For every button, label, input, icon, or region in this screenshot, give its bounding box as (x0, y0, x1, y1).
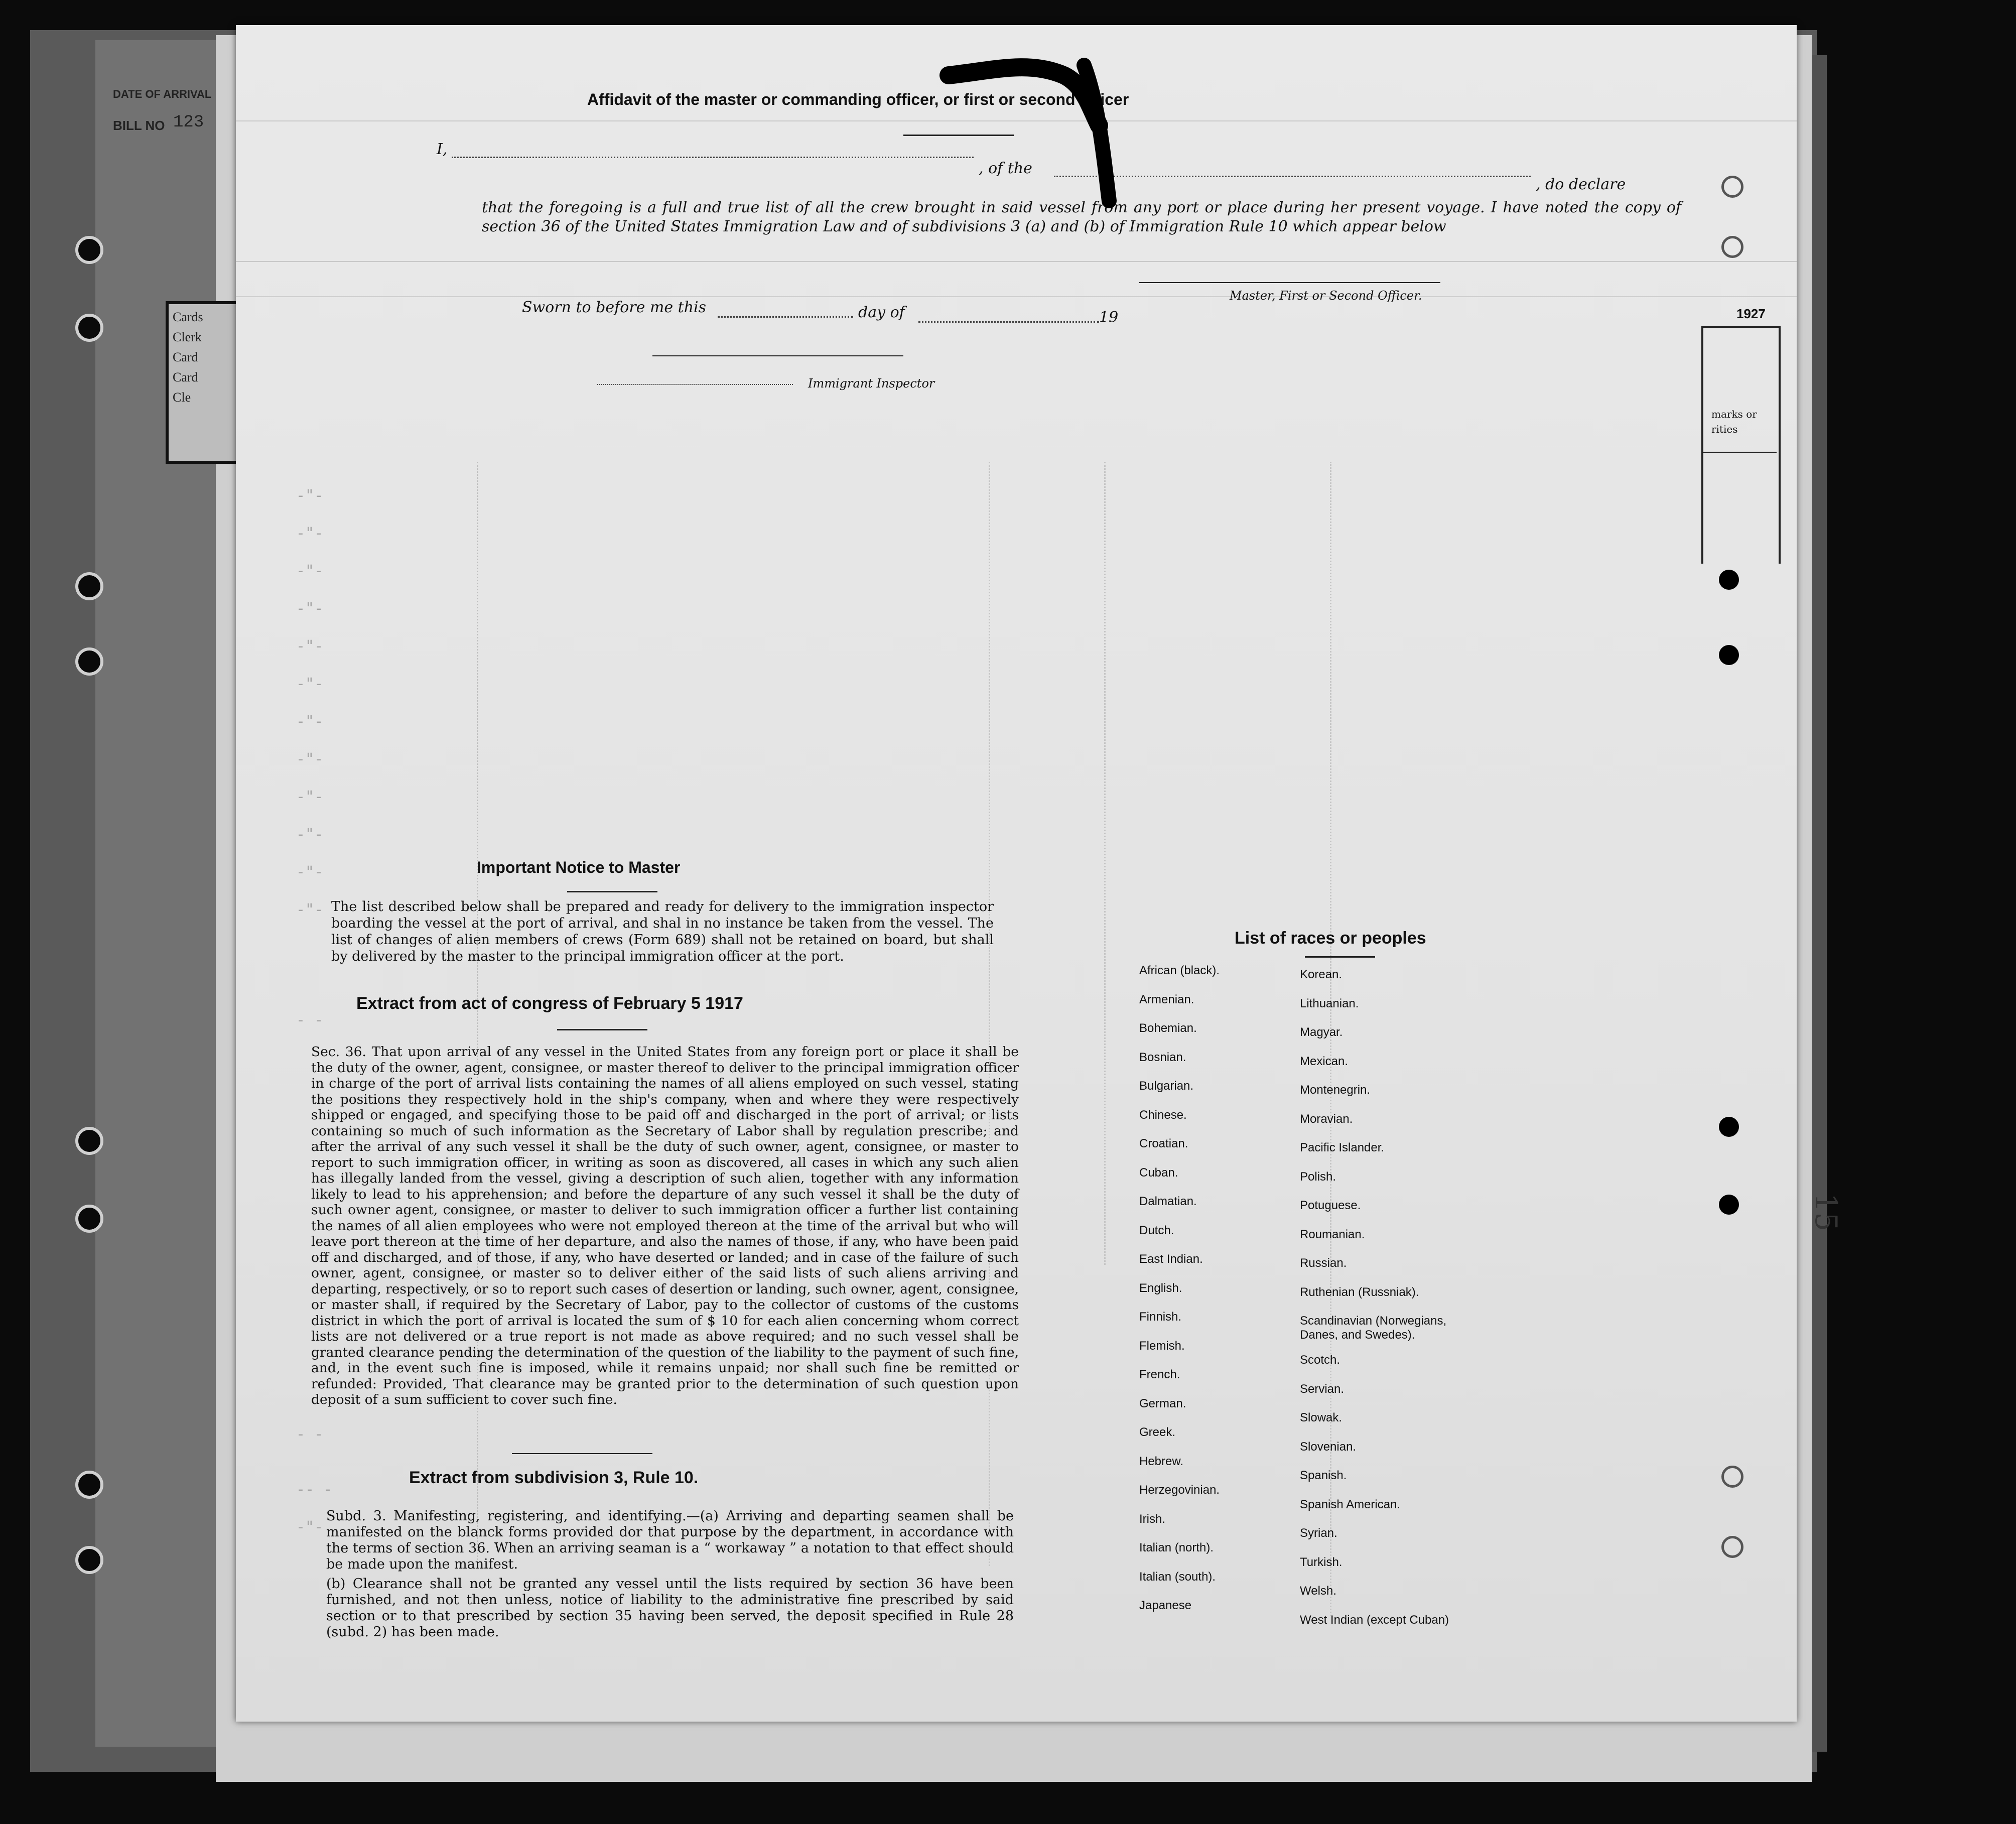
race-item: Slovenian. (1300, 1440, 1357, 1454)
race-item: Scandinavian (Norwegians, Danes, and Swedes). (1300, 1314, 1447, 1342)
inspector-signature-line (652, 355, 903, 356)
race-item: Italian (north). (1139, 1541, 1214, 1554)
master-label: Master, First or Second Officer. (1230, 289, 1422, 303)
punch-hole-icon (75, 572, 103, 600)
extract-end-rule (512, 1453, 652, 1454)
punch-hole-icon (1721, 1466, 1743, 1488)
bill-no-value: 123 (173, 113, 204, 132)
punch-hole-icon (1721, 1536, 1743, 1558)
margin-mark: 15 (1808, 1193, 1844, 1232)
race-item: English. (1139, 1281, 1182, 1295)
race-item: Spanish American. (1300, 1497, 1401, 1511)
affidavit-i: I, (437, 141, 448, 158)
ruled-line (236, 261, 1797, 262)
stamp-line: Card (173, 350, 198, 364)
race-item: Pacific Islander. (1300, 1141, 1385, 1154)
ghost-row: -- - (296, 1481, 333, 1498)
race-item: Dalmatian. (1139, 1195, 1197, 1208)
ghost-row: -"- (296, 487, 324, 504)
punch-hole-icon (1721, 236, 1743, 258)
race-item: Bohemian. (1139, 1021, 1197, 1035)
ghost-row: - - (296, 1425, 324, 1443)
ruled-line (236, 296, 1797, 297)
race-item: Japanese (1139, 1599, 1192, 1612)
affidavit-body: that the foregoing is a full and true list of all the crew brought in said vessel from any port or place during her present voyage. I have noted the copy of section 36 of the United States Immigration Law and of subdivisions 3 (a) and (b) of Immigration Rule 10 which appear below (482, 199, 1681, 235)
race-item: Dutch. (1139, 1223, 1174, 1237)
races-right-column (1300, 968, 1561, 1642)
ghost-row: -"- (296, 525, 324, 542)
race-item: East Indian. (1139, 1252, 1203, 1266)
punch-hole-icon (75, 1471, 103, 1499)
ghost-row: -"- (296, 1518, 324, 1536)
ghost-row: -"- (296, 562, 324, 580)
ghost-row: -"- (296, 788, 324, 806)
day-of-label: day of (858, 304, 905, 321)
affidavit-title: Affidavit of the master or commanding officer, or first or second officer (587, 90, 1129, 108)
race-item: Polish. (1300, 1169, 1336, 1184)
race-item: African (black). (1139, 964, 1220, 977)
race-item: Chinese. (1139, 1108, 1187, 1122)
race-item: Mexican. (1300, 1054, 1349, 1068)
affidavit-do-declare: , do declare (1536, 176, 1626, 193)
race-item: Bosnian. (1139, 1050, 1186, 1064)
ghost-row: -"- (296, 901, 324, 919)
inspector-label: Immigrant Inspector (808, 376, 935, 390)
ghost-row: - - (296, 1011, 324, 1029)
punch-hole-icon (75, 236, 103, 264)
race-item: Welsh. (1300, 1584, 1336, 1598)
column-rule (1104, 462, 1106, 1265)
race-item: Montenegrin. (1300, 1083, 1371, 1097)
year-label: 1927 (1736, 306, 1766, 321)
ghost-row: -"- (296, 675, 324, 693)
race-item: German. (1139, 1396, 1186, 1410)
stamp-line: Cards (173, 310, 203, 324)
race-item: Slowak. (1300, 1411, 1342, 1424)
punch-hole-icon (1719, 570, 1739, 590)
race-item: Syrian. (1300, 1526, 1337, 1540)
ghost-row: -"- (296, 600, 324, 617)
stamp-line: Card (173, 370, 198, 384)
race-item: Servian. (1300, 1382, 1345, 1396)
inspector-dots (597, 384, 793, 385)
remarks-label: marks or rities (1711, 408, 1757, 435)
race-item: Roumanian. (1300, 1227, 1365, 1241)
manifest-page (236, 25, 1844, 1722)
race-item: Spanish. (1300, 1469, 1347, 1482)
master-signature-line (1139, 282, 1440, 283)
race-item: Italian (south). (1139, 1570, 1216, 1584)
ghost-row: -"- (296, 750, 324, 768)
race-item: Turkish. (1300, 1555, 1342, 1569)
punch-hole-icon (75, 647, 103, 676)
punch-hole-icon (75, 314, 103, 342)
name-blank (452, 157, 974, 158)
race-item: Ruthenian (Russniak). (1300, 1285, 1419, 1299)
race-item: Cuban. (1139, 1165, 1178, 1180)
punch-hole-icon (1719, 1195, 1739, 1215)
stamp-line: Clerk (173, 330, 202, 344)
sworn-day-blank (718, 316, 853, 318)
sworn-label: Sworn to before me this (522, 299, 707, 316)
race-item: Armenian. (1139, 992, 1194, 1006)
races-rule (1305, 956, 1375, 958)
race-item: Finnish. (1139, 1310, 1182, 1324)
stamp-line: Cle (173, 390, 191, 405)
remarks-rule (1701, 452, 1777, 453)
remarks-box (1701, 326, 1781, 564)
punch-hole-icon (75, 1127, 103, 1155)
date-of-arrival-label: DATE OF ARRIVAL (113, 88, 212, 100)
race-item: Croatian. (1139, 1137, 1188, 1150)
month-blank (918, 321, 1099, 323)
ghost-row: -"- (296, 637, 324, 655)
ghost-row: -"- (296, 826, 324, 843)
race-item: Hebrew. (1139, 1454, 1184, 1468)
race-item: West Indian (except Cuban) (1300, 1613, 1449, 1627)
notice-title: Important Notice to Master (477, 858, 681, 876)
extract-act-title: Extract from act of congress of February 5 1917 (356, 994, 743, 1013)
race-item: Scotch. (1300, 1353, 1340, 1367)
punch-hole-icon (1719, 645, 1739, 665)
race-item: Bulgarian. (1139, 1079, 1194, 1093)
extract-rule-body-b: (b) Clearance shall not be granted any vessel until the lists required by section 36 have been furnished, and not then unless, notice of liability to the administrative fine prescribed by said section or to that prescribed by section 35 having been served, the deposit specified in Rule 28 (subd. 2) has been made. (326, 1576, 1014, 1640)
ghost-row: -"- (296, 863, 324, 881)
race-item: Herzegovinian. (1139, 1483, 1220, 1497)
race-item: Potuguese. (1300, 1199, 1361, 1212)
ghost-row: -"- (296, 713, 324, 730)
year-prefix: 19 (1099, 309, 1119, 326)
race-item: Lithuanian. (1300, 996, 1359, 1010)
notice-body: The list described below shall be prepared and ready for delivery to the immigration inspector boarding the vessel at the port of arrival, and shal in no instance be taken from the vessel. The list of changes of alien members of crews (Form 689) shall not be retained on board, but shall by delivered by the master to the principal immigration officer at the port. (331, 899, 994, 964)
extract-act-rule (557, 1029, 647, 1030)
punch-hole-icon (75, 1546, 103, 1574)
binding-ribbon (933, 30, 1194, 221)
race-item: Irish. (1139, 1512, 1166, 1526)
punch-hole-icon (1719, 1117, 1739, 1137)
race-item: Korean. (1300, 968, 1342, 981)
punch-hole-icon (75, 1205, 103, 1233)
race-item: Russian. (1300, 1256, 1347, 1270)
race-item: Flemish. (1139, 1339, 1185, 1353)
notice-rule (567, 891, 657, 892)
race-item: Magyar. (1300, 1025, 1343, 1039)
punch-hole-icon (1721, 176, 1743, 198)
extract-rule-body-a: Subd. 3. Manifesting, registering, and identifying.—(a) Arriving and departing seamen shall be manifested on the blanck forms provided dor that purpose by the department, in accordance with the terms of section 36. When an arriving seaman is a “ workaway ” a notation to that effect should be made upon the manifest. (326, 1508, 1014, 1572)
extract-rule-title: Extract from subdivision 3, Rule 10. (409, 1468, 699, 1487)
race-item: French. (1139, 1368, 1180, 1381)
race-item: Greek. (1139, 1425, 1176, 1439)
race-item: Moravian. (1300, 1112, 1353, 1126)
affidavit-of-the: , of the (979, 160, 1032, 177)
bill-no-label: BILL NO (113, 118, 165, 133)
extract-act-body: Sec. 36. That upon arrival of any vessel in the United States from any foreign port or place it shall be the duty of the owner, agent, consignee, or master thereof to deliver to the principal immigration officer in charge of the port of arrival lists containing the names of all aliens employed on such vessel, stating the positions they respectively hold in the ship's company, when and where they were respectively shipped or engaged, and specifying those to be paid off and discharged in the port of arrival; or lists containing so much of such information as the Secretary of Labor shall by regulation prescribe; and after the arrival of any such vessel it shall be the duty of such owner, agent, consignee, or master to report to such immigration officer, in writing as soon as discovered, all cases in which any such alien has illegally landed from the vessel, giving a description of such alien, together with any information likely to lead to his apprehension; and before the departure of any such vessel it shall be the duty of such owner agent, consignee, or master to deliver to such immigration officer a further list containing the names of all alien employees who were not employed thereon at the time of the arrival but who will leave port thereon at the time of her departure, and also the names of those, if any, who have been paid off and discharged, and of those, if any, who have deserted or landed; and in case of the failure of such owner, agent, consignee, or master so to deliver either of the said lists of such aliens arriving and departing, respectively, or so to report such cases of desertion or landing, such owner, agent, consignee, or master shall, if required by the Secretary of Labor, pay to the collector of customs of the customs district in which the port of arrival is located the sum of $ 10 for each alien concerning whom correct lists are not delivered or a true report is not made as above required; and no such vessel shall be granted clearance pending the determination of the question of the liability to the payment of such fine, and, in the event such fine is imposed, while it remains unpaid; nor shall such fine be remitted or refunded: Provided, That clearance may be granted prior to the determination of such question upon deposit of a sum sufficient to cover such fine. (311, 1044, 1019, 1407)
races-title: List of races or peoples (1235, 929, 1426, 948)
